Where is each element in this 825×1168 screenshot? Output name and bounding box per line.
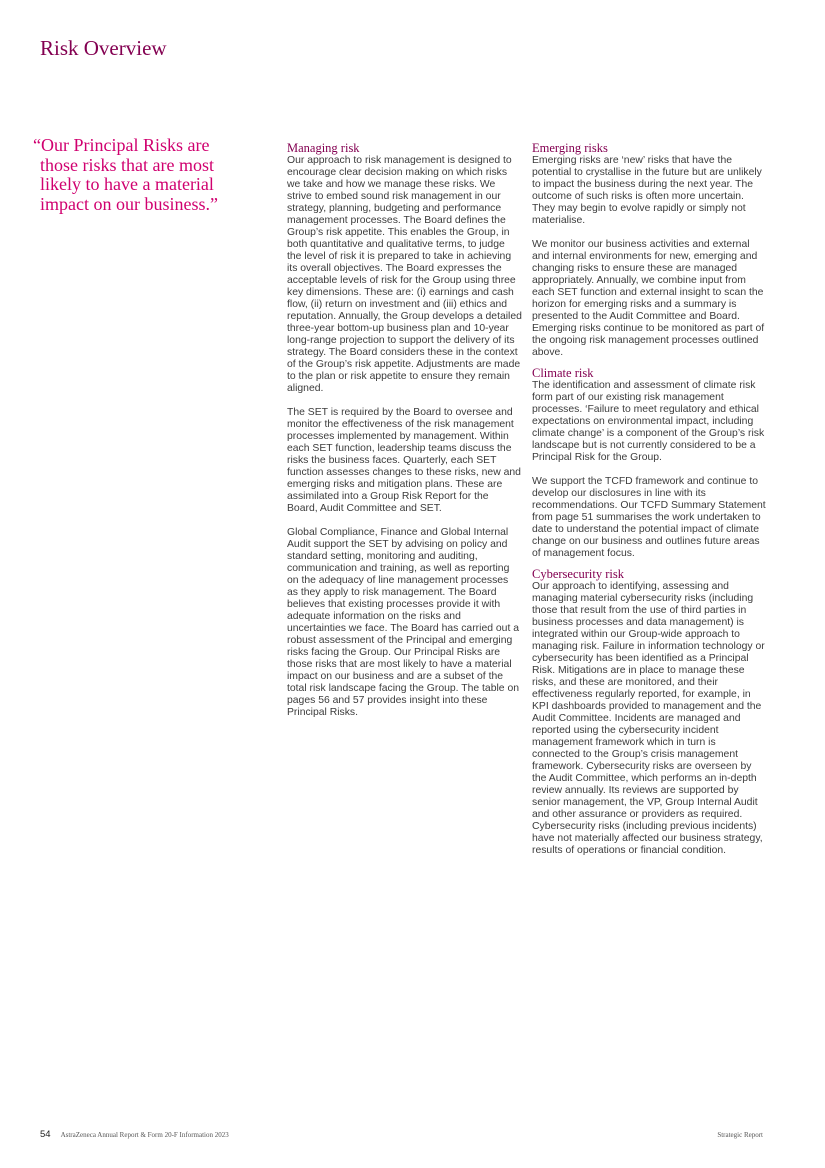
paragraph: The SET is required by the Board to oversee and monitor the effectiveness of the risk management processes implemented by management. Within each SET function, leadership teams discuss the risks the business faces. Quarterly, each SET function assesses changes to these risks, new and emerging risks and mitigation plans. These are assimilated into a Group Risk Report for the Board, Audit Committee and SET. <box>287 407 521 514</box>
heading-emerging-risks: Emerging risks <box>532 141 608 155</box>
publication-title: AstraZeneca Annual Report & Form 20-F Information 2023 <box>60 1131 229 1139</box>
pull-quote: “Our Principal Risks are those risks that are most likely to have a material impact on our business.” <box>33 135 218 214</box>
heading-climate-risk: Climate risk <box>532 366 594 380</box>
column-left <box>287 142 522 731</box>
column-right <box>532 142 766 869</box>
paragraph: The identification and assessment of climate risk form part of our existing risk management processes. ‘Failure to meet regulatory and ethical expectations on environmental impact, including climate change’ is a component of the Group’s risk landscape but is not currently considered to be a Principal Risk for the Group. <box>532 380 765 463</box>
heading-cybersecurity-risk: Cybersecurity risk <box>532 567 624 581</box>
paragraph: We monitor our business activities and external and internal environments for new, emerging and changing risks to ensure these are managed appropriately. Annually, we combine input from each SET function and external insight to scan the horizon for emerging risks and a summary is presented to the Audit Committee and Board. Emerging risks continue to be monitored as part of the ongoing risk management processes outlined above. <box>532 239 765 358</box>
section-name: Strategic Report <box>717 1131 763 1139</box>
paragraph: Our approach to identifying, assessing and managing material cybersecurity risks (including those that result from the use of third parties in business processes and data management) is integrated within our Group-wide approach to managing risk. Failure in information technology or cybersecurity has been identified as a Principal Risk. Mitigations are in place to manage these risks, and these are monitored, and their effectiveness regularly reported, for example, in KPI dashboards provided to management and the Audit Committee. Incidents are managed and reported using the cybersecurity incident management framework which in turn is connected to the Group’s crisis management framework. Cybersecurity risks are overseen by the Audit Committee, which performs an in-depth review annually. Its reviews are supported by senior management, the VP, Group Internal Audit and other assurance or providers as required. Cybersecurity risks (including previous incidents) have not materially affected our business strategy, results of operations or financial condition. <box>532 581 765 856</box>
page-footer <box>40 1129 763 1140</box>
heading-managing-risk: Managing risk <box>287 141 360 155</box>
paragraph: Emerging risks are ‘new’ risks that have the potential to crystallise in the future but are unlikely to impact the business during the next year. The outcome of such risks is often more uncertain. They may begin to evolve rapidly or simply not materialise. <box>532 155 762 226</box>
paragraph: Our approach to risk management is designed to encourage clear decision making on which risks we take and how we manage these risks. We strive to embed sound risk management in our strategy, planning, budgeting and performance management processes. The Board defines the Group’s risk appetite. This enables the Group, in both quantitative and qualitative terms, to judge the level of risk it is prepared to take in achieving its overall objectives. The Board expresses the acceptable levels of risk for the Group using three key dimensions. These are: (i) earnings and cash flow, (ii) return on investment and (iii) ethics and reputation. Annually, the Group develops a detailed three-year bottom-up business plan and 10-year long-range projection to support the delivery of its strategy. The Board considers these in the context of the Group’s risk appetite. Adjustments are made to the plan or risk appetite to ensure they remain aligned. <box>287 155 522 394</box>
page-number: 54 <box>40 1129 51 1140</box>
paragraph: We support the TCFD framework and continue to develop our disclosures in line with its recommendations. Our TCFD Summary Statement from page 51 summarises the work undertaken to date to understand the potential impact of climate change on our business and outlines future areas of management focus. <box>532 476 766 559</box>
paragraph: Global Compliance, Finance and Global Internal Audit support the SET by advising on policy and standard setting, monitoring and auditing, communication and training, as well as reporting on the adequacy of line management processes as they apply to risk management. The Board believes that existing processes provide it with adequate information on the risks and uncertainties we face. The Board has carried out a robust assessment of the Principal and emerging risks facing the Group. Our Principal Risks are those risks that are most likely to have a material impact on our business and are a subset of the total risk landscape facing the Group. The table on pages 56 and 57 provides insight into these Principal Risks. <box>287 527 520 718</box>
page-title: Risk Overview <box>40 36 167 60</box>
